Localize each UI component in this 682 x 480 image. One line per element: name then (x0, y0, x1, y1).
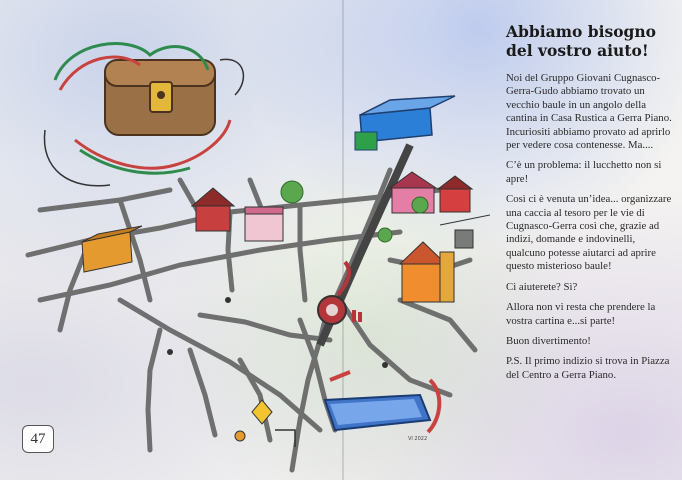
cable-car (440, 215, 490, 248)
church (400, 242, 454, 302)
wine-bottles (352, 310, 362, 322)
intro-text-column (506, 22, 672, 389)
paragraph-intro: Noi del Gruppo Giovani Cugnasco-Gerra-Gudo abbiamo trovato un vecchio baule in un angolo della cantina in Casa Rustica a Gerra Piano. Incuriositi abbiamo provato ad aprirlo per vedere cosa contenesse. Ma.... (506, 72, 672, 152)
paragraph-ps: P.S. Il primo indizio si trova in Piazza del Centro a Gerra Piano. (506, 355, 670, 381)
page-number: 47 (22, 425, 54, 453)
treasure-hunt-logo (44, 44, 243, 186)
pink-house (245, 207, 283, 241)
pink-buildings-group (390, 172, 472, 213)
paragraph-question: Ci aiuterete? Sì? (506, 280, 578, 293)
paragraph-fun: Buon divertimento! (506, 334, 591, 347)
paragraph-start: Allora non vi resta che prendere la vostra cartina e...si parte! (506, 301, 656, 327)
paragraph-problem: C’è un problema: il lucchetto non si apre! (506, 159, 662, 185)
paragraph-idea: Così ci è venuta un’idea... organizzare una caccia al tesoro per le vie di Cugnasco-Gerra così che, grazie ad indizi, domande e indovinelli, qualcuno potesse aiutarci ad aprire questo misterioso baule! (506, 193, 672, 273)
school-building (355, 96, 455, 150)
title-line-2: del vostro aiuto! (506, 41, 649, 60)
artist-signature: Vl 2022 (408, 436, 428, 442)
page-title (506, 22, 672, 60)
red-house (192, 188, 234, 231)
title-line-1: Abbiamo bisogno (506, 22, 657, 41)
swimming-pool (325, 372, 439, 432)
